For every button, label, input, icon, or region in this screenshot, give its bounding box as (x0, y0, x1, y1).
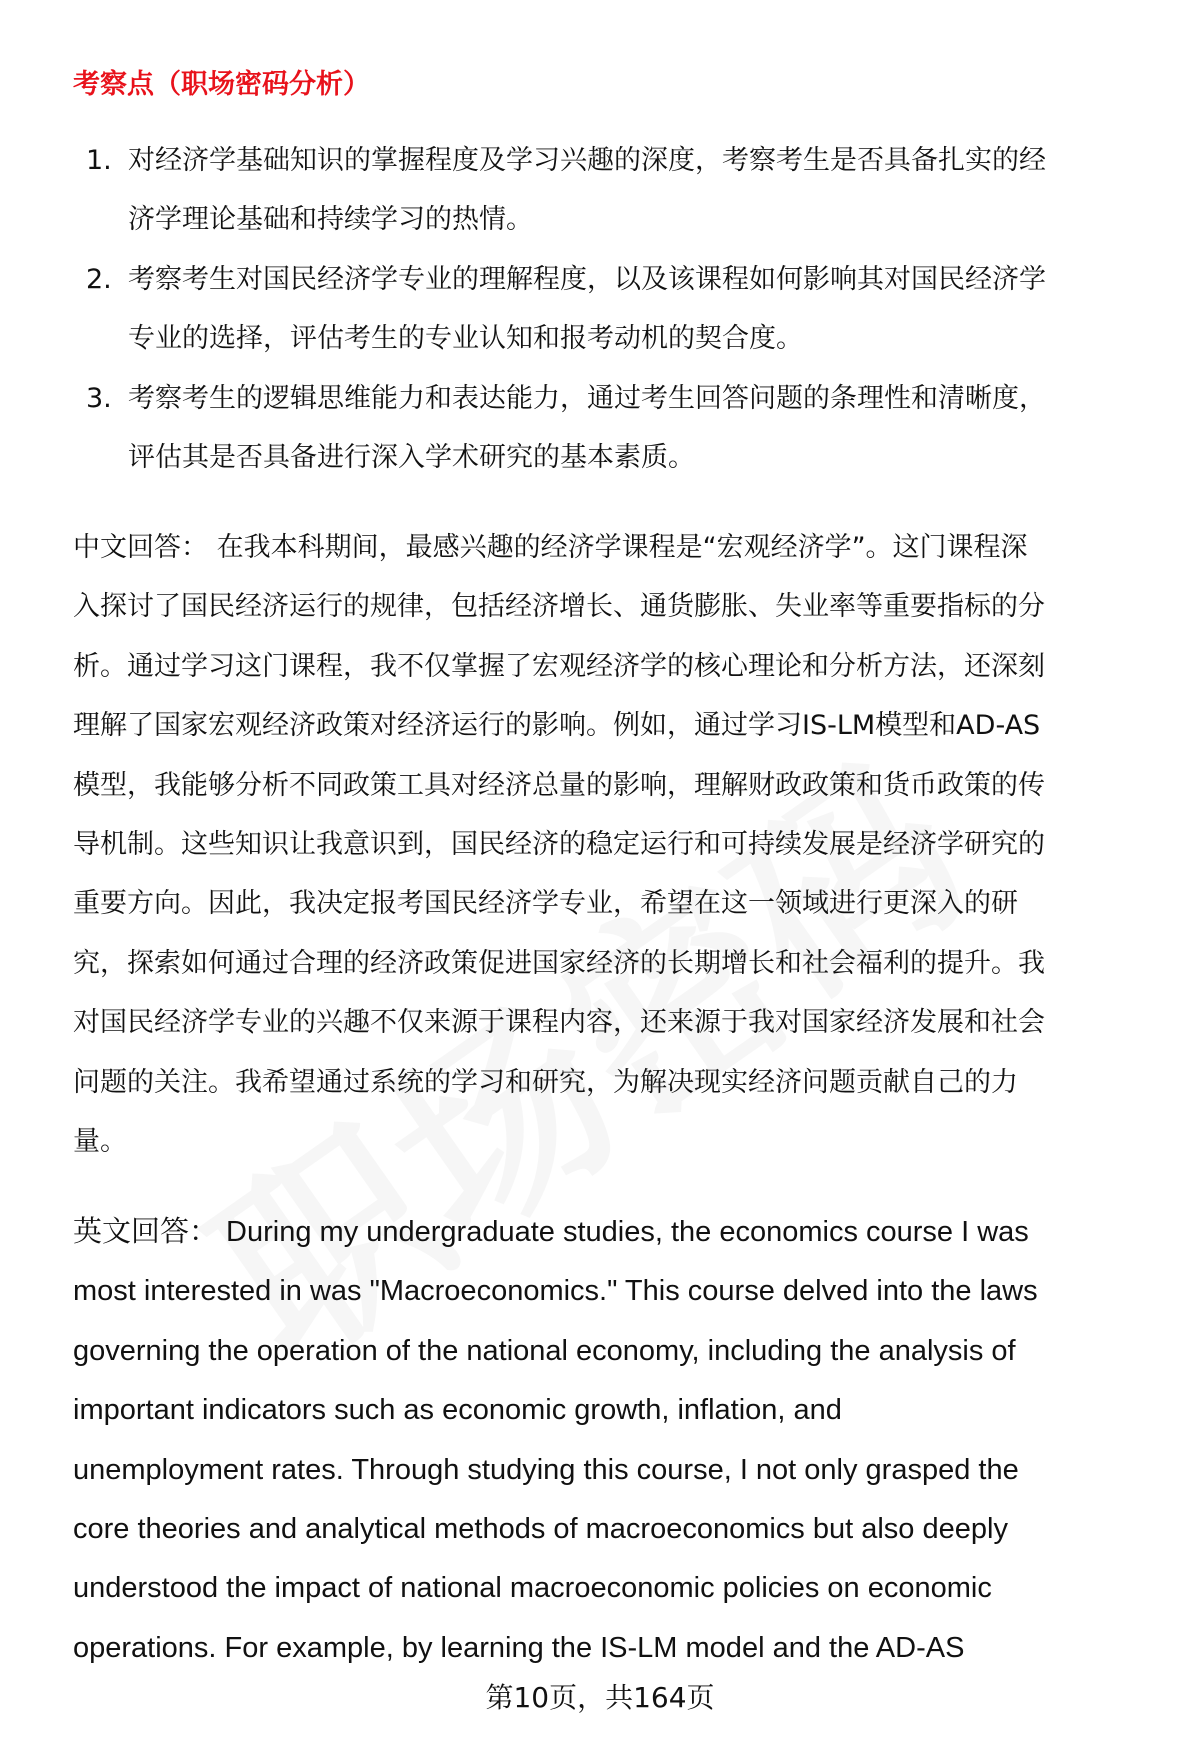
list-item-text: 评估其是否具备进行深入学术研究的基本素质。 (128, 442, 695, 473)
chinese-answer-line: 对国民经济学专业的兴趣不仅来源于课程内容，还来源于我对国家经济发展和社会 (73, 1007, 1045, 1039)
chinese-answer-line: 问题的关注。我希望通过系统的学习和研究，为解决现实经济问题贡献自己的力 (73, 1066, 1018, 1098)
page-number: 第10页，共164页 (485, 1681, 715, 1714)
list-item-text: 考察考生的逻辑思维能力和表达能力，通过考生回答问题的条理性和清晰度， (128, 382, 1046, 414)
section-heading: 考察点（职场密码分析） (73, 69, 370, 100)
chinese-answer-line: 入探讨了国民经济运行的规律，包括经济增长、通货膨胀、失业率等重要指标的分 (73, 591, 1045, 623)
english-answer-line: most interested in was "Macroeconomics." This course delved into the laws (73, 1275, 1038, 1308)
chinese-answer-line: 中文回答： 在我本科期间，最感兴趣的经济学课程是“宏观经济学”。这门课程深 (73, 532, 1028, 563)
chinese-answer-line: 重要方向。因此，我决定报考国民经济学专业，希望在这一领域进行更深入的研 (73, 888, 1018, 920)
english-answer-line: important indicators such as economic growth, inflation, and (73, 1394, 842, 1427)
english-answer-line: core theories and analytical methods of macroeconomics but also deeply (73, 1513, 1008, 1545)
english-answer-line: understood the impact of national macroeconomic policies on economic (73, 1572, 992, 1605)
chinese-answer-line: 究，探索如何通过合理的经济政策促进国家经济的长期增长和社会福利的提升。我 (73, 947, 1045, 979)
chinese-answer-line: 模型，我能够分析不同政策工具对经济总量的影响，理解财政政策和货币政策的传 (73, 769, 1045, 801)
chinese-answer-line: 量。 (73, 1126, 127, 1157)
english-answer-line: operations. For example, by learning the IS-LM model and the AD-AS (73, 1631, 965, 1664)
english-answer-line: 英文回答： During my undergraduate studies, the economics course I was (73, 1216, 1029, 1248)
chinese-answer-line: 理解了国家宏观经济政策对经济运行的影响。例如，通过学习IS-LM模型和AD-AS (73, 710, 1041, 742)
list-number: 1. (86, 145, 112, 176)
list-number: 2. (86, 263, 112, 295)
english-answer-line: governing the operation of the national economy, including the analysis of (73, 1334, 1016, 1367)
list-item-text: 对经济学基础知识的掌握程度及学习兴趣的深度，考察考生是否具备扎实的经 (128, 145, 1046, 176)
english-answer-line: unemployment rates. Through studying this course, I not only grasped the (73, 1453, 1019, 1486)
list-item-text: 专业的选择，评估考生的专业认知和报考动机的契合度。 (128, 323, 803, 355)
list-item-text: 济学理论基础和持续学习的热情。 (128, 204, 533, 236)
chinese-answer-line: 导机制。这些知识让我意识到，国民经济的稳定运行和可持续发展是经济学研究的 (73, 829, 1045, 860)
list-item-text: 考察考生对国民经济学专业的理解程度，以及该课程如何影响其对国民经济学 (128, 263, 1046, 295)
list-number: 3. (86, 382, 112, 414)
chinese-answer-line: 析。通过学习这门课程，我不仅掌握了宏观经济学的核心理论和分析方法，还深刻 (73, 650, 1045, 682)
